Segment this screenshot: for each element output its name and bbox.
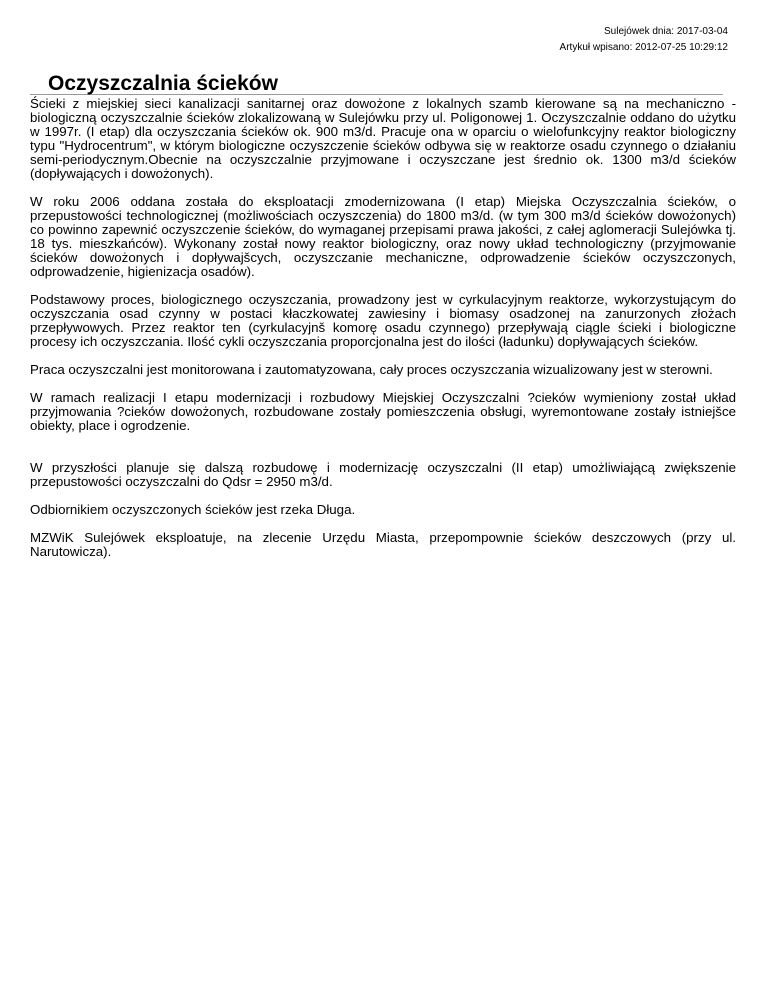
article-paragraph: MZWiK Sulejówek eksploatuje, na zlecenie Urzędu Miasta, przepompownie ścieków deszczowych (przy ul. Narutowicza). bbox=[30, 530, 736, 559]
article-paragraph: Praca oczyszczalni jest monitorowana i zautomatyzowana, cały proces oczyszczania wizualizowany jest w sterowni. bbox=[30, 362, 713, 377]
article-paragraph: Ścieki z miejskiej sieci kanalizacji sanitarnej oraz dowożone z lokalnych szamb kierowane są na mechaniczno - biologiczną oczyszczalnie ścieków zlokalizowaną w Sulejówku przy ul. Poligonowej 1. Oczyszczalnie oddano do użytku w 1997r. (I etap) dla oczyszczania ścieków ok. 900 m3/d. Pracuje ona w oparciu o wielofunkcyjny reaktor biologiczny typu "Hydrocentrum", w którym biologiczne oczyszczenie ścieków odbywa się w reaktorze osadu czynnego o działaniu semi-periodycznym.Obecnie na oczyszczalnie przyjmowane i oczyszczane jest średnio ok. 1300 m3/d ścieków (dopływających i dowożonych). bbox=[30, 96, 736, 181]
posted-date: Artykuł wpisano: 2012-07-25 10:29:12 bbox=[559, 42, 728, 53]
print-date: Sulejówek dnia: 2017-03-04 bbox=[604, 26, 728, 37]
article-paragraph: Odbiornikiem oczyszczonych ścieków jest rzeka Długa. bbox=[30, 502, 356, 517]
article-paragraph: W roku 2006 oddana została do eksploatacji zmodernizowana (I etap) Miejska Oczyszczalnia ścieków, o przepustowości technologicznej (możliwościach oczyszczenia) do 1800 m3/d. (w tym 300 m3/d ścieków dowożonych) co powinno zapewnić oczyszczenie ścieków, do wymaganej przepisami prawa jakości, z całej aglomeracji Sulejówka tj. 18 tys. mieszkańców). Wykonany został nowy reaktor biologiczny, oraz nowy układ technologiczny (przyjmowanie ścieków dowożonych i dopływajšcych, oczyszczanie mechaniczne, odprowadzenie ścieków oczyszczonych, odprowadzenie, higienizacja osadów). bbox=[30, 194, 736, 279]
article-paragraph: Podstawowy proces, biologicznego oczyszczania, prowadzony jest w cyrkulacyjnym reaktorze, wykorzystującym do oczyszczania osad czynny w postaci kłaczkowatej zawiesiny i biomasy osadzonej na zanurzonych złożach przepływowych. Przez reaktor ten (cyrkulacyjnš komorę osadu czynnego) przepływają ciągle ścieki i biologiczne procesy ich oczyszczania. Ilość cykli oczyszczania proporcjonalna jest do ilości (ładunku) dopływających ścieków. bbox=[30, 292, 736, 349]
article-paragraph: W przyszłości planuje się dalszą rozbudowę i modernizację oczyszczalni (II etap) umożliwiającą zwiększenie przepustowości oczyszczalni do Qdsr = 2950 m3/d. bbox=[30, 460, 736, 489]
title-rule bbox=[30, 72, 723, 95]
article-body bbox=[30, 97, 736, 573]
page-title: Oczyszczalnia ścieków bbox=[48, 72, 278, 95]
article-paragraph: W ramach realizacji I etapu modernizacji i rozbudowy Miejskiej Oczyszczalni ?cieków wymieniony został układ przyjmowania ?cieków dowożonych, rozbudowane zostały pomieszczenia obsługi, wyremontowane zostały istniejšce obiekty, place i ogrodzenie. bbox=[30, 390, 736, 433]
article-meta bbox=[560, 24, 728, 56]
